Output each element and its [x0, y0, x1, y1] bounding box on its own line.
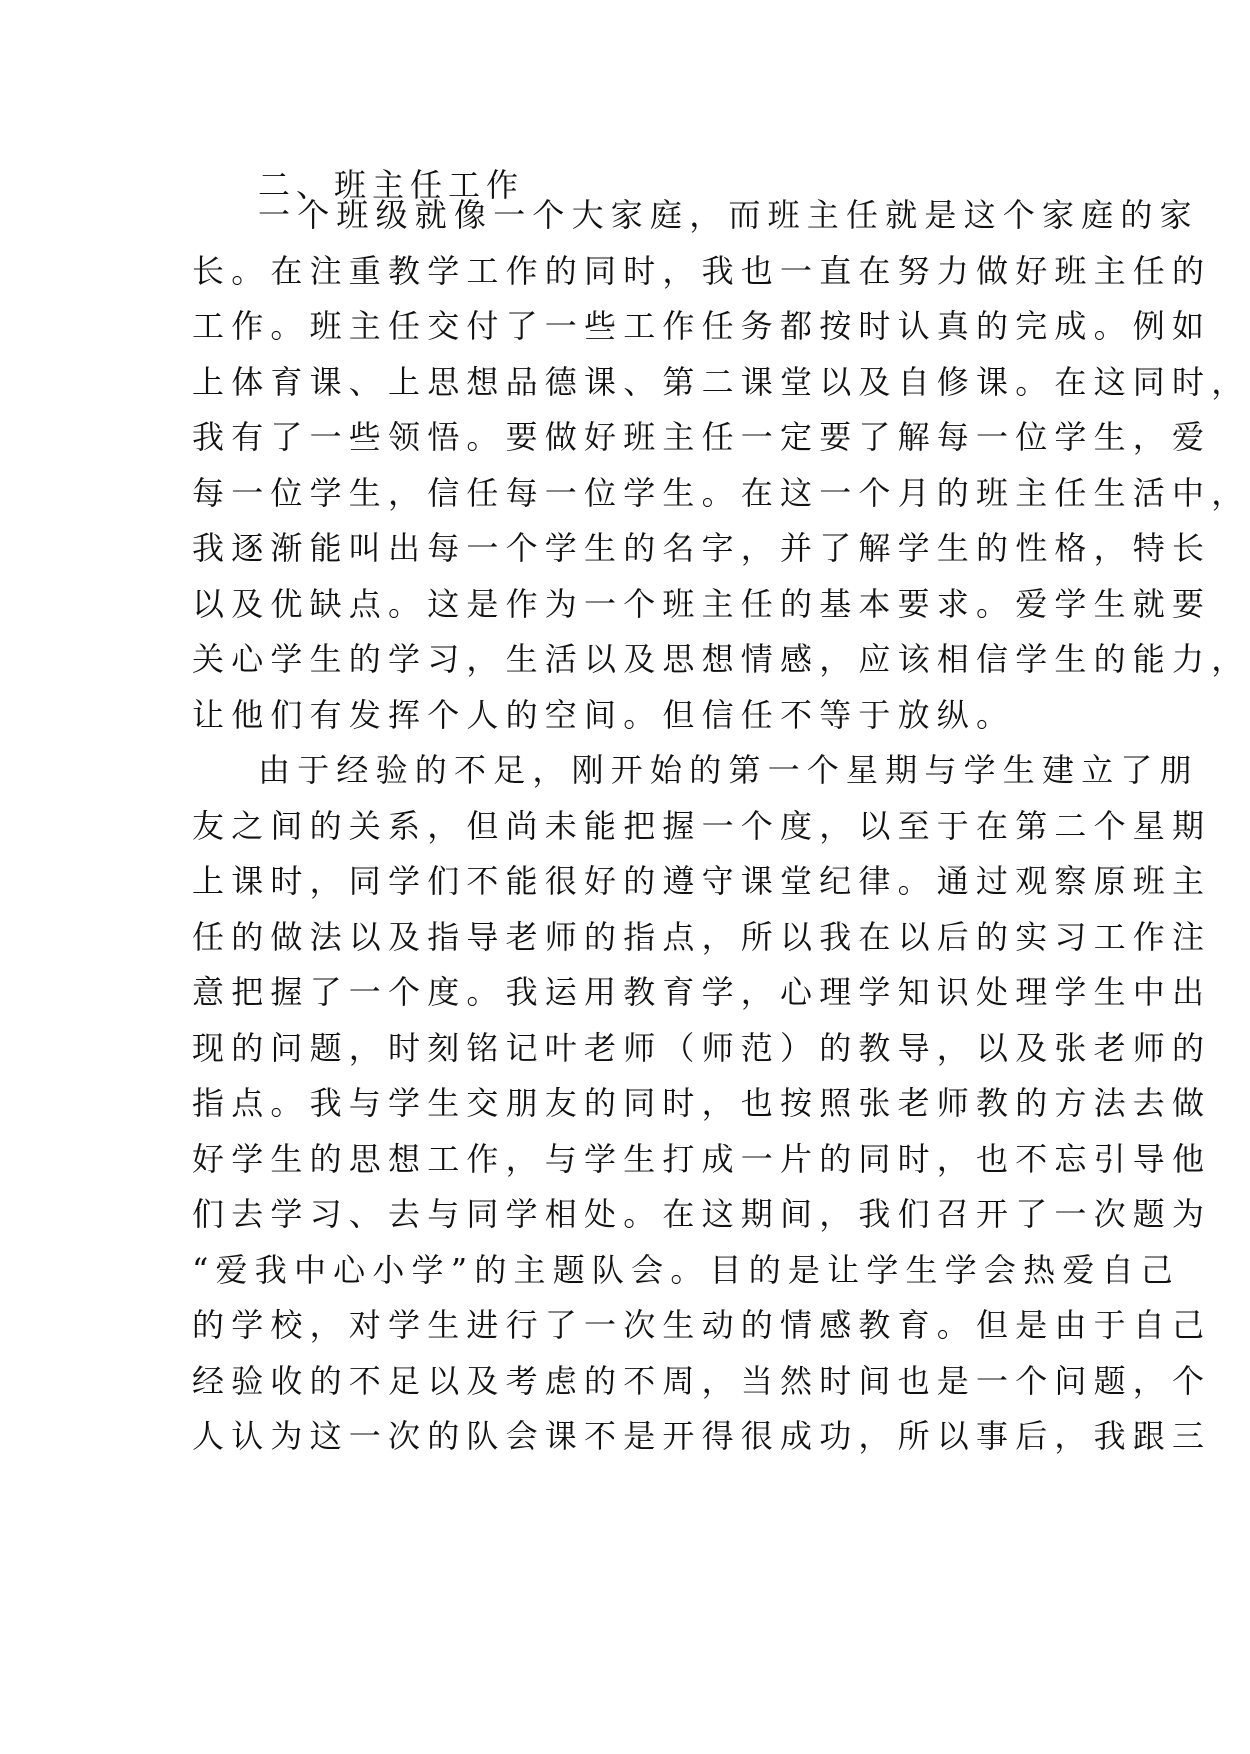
paragraph-line: 长。在注重教学工作的同时，我也一直在努力做好班主任的	[192, 252, 1212, 290]
paragraph-line: 关心学生的学习，生活以及思想情感，应该相信学生的能力，	[192, 640, 1250, 678]
paragraph-line: 以及优缺点。这是作为一个班主任的基本要求。爱学生就要	[192, 585, 1212, 623]
paragraph-line: 现的问题，时刻铭记叶老师（师范）的教导，以及张老师的	[192, 1029, 1212, 1067]
paragraph-line: “爱我中心小学”的主题队会。目的是让学生学会热爱自己	[192, 1251, 1180, 1289]
paragraph-line: 的学校，对学生进行了一次生动的情感教育。但是由于自己	[192, 1306, 1212, 1344]
paragraph-line: 好学生的思想工作，与学生打成一片的同时，也不忘引导他	[192, 1140, 1212, 1178]
paragraph-line: 让他们有发挥个人的空间。但信任不等于放纵。	[192, 696, 1016, 734]
paragraph-line: 指点。我与学生交朋友的同时，也按照张老师教的方法去做	[192, 1084, 1212, 1122]
paragraph-line: 人认为这一次的队会课不是开得很成功，所以事后，我跟三	[192, 1417, 1212, 1455]
paragraph-line: 由于经验的不足，刚开始的第一个星期与学生建立了朋	[258, 751, 1199, 789]
paragraph-line: 们去学习、去与同学相处。在这期间，我们召开了一次题为	[192, 1195, 1212, 1233]
section-heading: 二、班主任工作	[258, 166, 525, 204]
paragraph-line: 我逐渐能叫出每一个学生的名字，并了解学生的性格，特长	[192, 529, 1212, 567]
paragraph-line: 工作。班主任交付了一些工作任务都按时认真的完成。例如	[192, 307, 1212, 345]
paragraph-line: 上课时，同学们不能很好的遵守课堂纪律。通过观察原班主	[192, 862, 1212, 900]
paragraph-line: 每一位学生，信任每一位学生。在这一个月的班主任生活中，	[192, 474, 1250, 512]
paragraph-line: 我有了一些领悟。要做好班主任一定要了解每一位学生，爱	[192, 418, 1212, 456]
paragraph-line: 友之间的关系，但尚未能把握一个度，以至于在第二个星期	[192, 807, 1212, 845]
paragraph-line: 经验收的不足以及考虑的不周，当然时间也是一个问题，个	[192, 1362, 1212, 1400]
paragraph-line: 任的做法以及指导老师的指点，所以我在以后的实习工作注	[192, 918, 1212, 956]
paragraph-line: 意把握了一个度。我运用教育学，心理学知识处理学生中出	[192, 973, 1212, 1011]
paragraph-line: 上体育课、上思想品德课、第二课堂以及自修课。在这同时，	[192, 363, 1250, 401]
paragraph-line: 一个班级就像一个大家庭，而班主任就是这个家庭的家	[258, 196, 1199, 234]
